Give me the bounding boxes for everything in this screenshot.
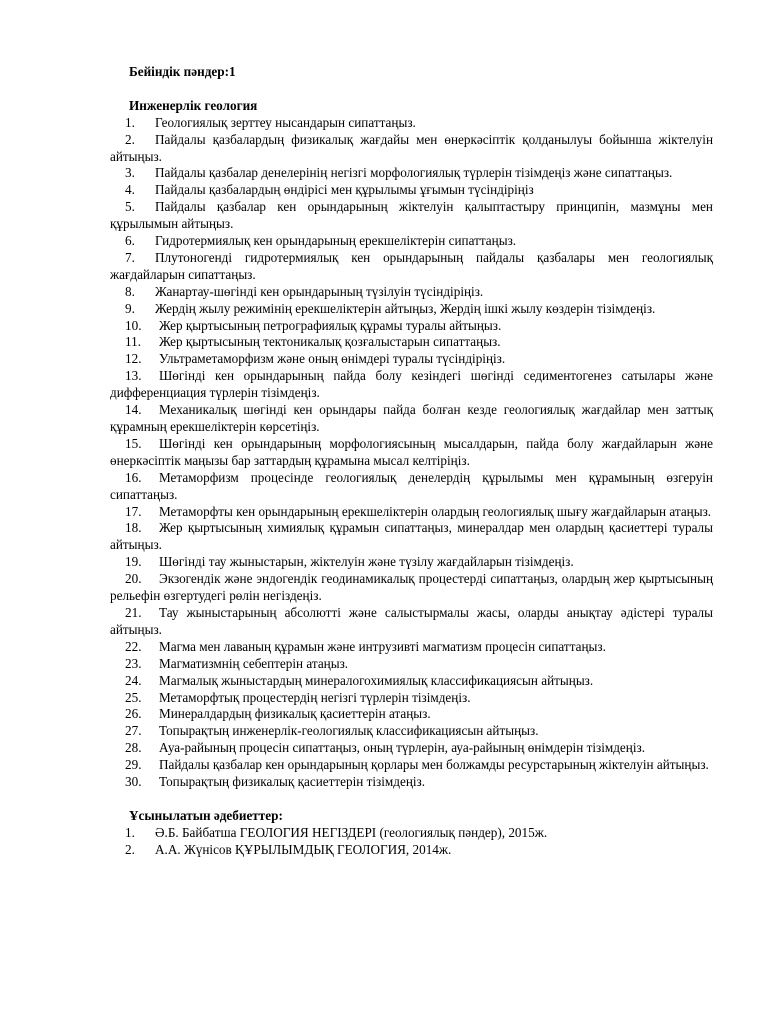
document-page xyxy=(110,64,713,859)
question-item-number: 28. xyxy=(125,740,142,756)
question-item xyxy=(110,656,713,673)
question-item-number: 15. xyxy=(125,435,142,451)
question-item-number: 1. xyxy=(125,114,135,130)
literature-title: Ұсынылатын әдебиеттер: xyxy=(129,807,283,823)
question-item-text: Гидротермиялық кен орындарының ерекшеліктерін сипаттаңыз. xyxy=(155,233,517,249)
question-item xyxy=(110,250,713,284)
question-item-number: 19. xyxy=(125,554,142,570)
question-item-text: Пайдалы қазбалардың физикалық жағдайы мен өнеркәсіптік қолданылуы бойынша жіктелуін айтыңыз. xyxy=(110,131,713,164)
question-item-number: 20. xyxy=(125,571,142,587)
question-item-text: Ауа-райының процесін сипаттаңыз, оның түрлерін, ауа-райының өнімдерін тізімдеңіз. xyxy=(159,740,646,756)
question-item xyxy=(110,520,713,554)
question-item-text: Плутоногенді гидротермиялық кен орындарының пайдалы қазбалары мен геологиялық жағдайларын сипаттаңыз. xyxy=(110,249,713,282)
question-item xyxy=(110,351,713,368)
question-item-number: 25. xyxy=(125,689,142,705)
spacer xyxy=(110,791,713,808)
question-item-text: Пайдалы қазбалардың өндірісі мен құрылымы ұғымын түсіндіріңіз xyxy=(155,182,534,198)
question-item xyxy=(110,639,713,656)
question-item-text: Жер қыртысының тектоникалық қозғалыстарын сипаттаңыз. xyxy=(159,334,501,350)
question-item-text: Магмалық жыныстардың минералогохимиялық классификациясын айтыңыз. xyxy=(159,672,594,688)
question-item xyxy=(110,673,713,690)
question-item-text: Магма мен лаваның құрамын және интрузивті магматизм процесін сипаттаңыз. xyxy=(159,638,606,654)
question-item xyxy=(110,233,713,250)
question-item-text: Жер қыртысының петрографиялық құрамы туралы айтыңыз. xyxy=(159,317,502,333)
question-item-number: 5. xyxy=(125,199,135,215)
profile-title: Бейіндік пәндер:1 xyxy=(129,64,236,79)
question-item-text: Шөгінді кен орындарының пайда болу кезіндегі шөгінді седиментогенез сатылары және дифференциация түрлерін тізімдеңіз. xyxy=(110,368,713,401)
questions-list xyxy=(110,115,713,791)
question-item-number: 8. xyxy=(125,283,135,299)
question-item xyxy=(110,774,713,791)
question-item-text: Магматизмнің себептерін атаңыз. xyxy=(159,655,349,671)
question-item-number: 7. xyxy=(125,249,135,265)
question-item-number: 6. xyxy=(125,233,135,249)
question-item-number: 10. xyxy=(125,317,142,333)
question-item-number: 2. xyxy=(125,131,135,147)
question-item-number: 23. xyxy=(125,655,142,671)
question-item xyxy=(110,571,713,605)
question-item-text: Геологиялық зерттеу нысандарын сипаттаңыз. xyxy=(155,114,416,130)
question-item-number: 27. xyxy=(125,723,142,739)
question-item-text: Пайдалы қазбалар кен орындарының қорлары мен болжамды ресурстарының жіктелуін айтыңыз. xyxy=(159,757,709,773)
section-title: Инженерлік геология xyxy=(129,97,258,113)
question-item xyxy=(110,690,713,707)
question-item-text: Шөгінді тау жыныстарын, жіктелуін және түзілу жағдайларын тізімдеңіз. xyxy=(159,554,574,570)
question-item xyxy=(110,470,713,504)
question-item-number: 14. xyxy=(125,402,142,418)
question-item xyxy=(110,723,713,740)
question-item xyxy=(110,115,713,132)
question-item-number: 26. xyxy=(125,706,142,722)
literature-item xyxy=(110,842,713,859)
question-item xyxy=(110,706,713,723)
question-item-text: Ультраметаморфизм және оның өнімдері туралы түсіндіріңіз. xyxy=(159,351,506,367)
question-item xyxy=(110,402,713,436)
question-item xyxy=(110,504,713,521)
question-item-number: 9. xyxy=(125,300,135,316)
question-item-number: 13. xyxy=(125,368,142,384)
question-item xyxy=(110,199,713,233)
spacer xyxy=(110,81,713,98)
question-item-number: 3. xyxy=(125,165,135,181)
question-item xyxy=(110,334,713,351)
question-item-text: Метаморфты кен орындарының ерекшеліктерін олардың геологиялық шығу жағдайларын атаңыз. xyxy=(159,503,712,519)
literature-item xyxy=(110,825,713,842)
question-item-text: Шөгінді кен орындарының морфологиясының мысалдарын, пайда болу жағдайларын және өнеркәсіптік маңызы бар заттардың құрамына мысал келтіріңіз. xyxy=(110,435,713,468)
question-item-text: Топырақтың физикалық қасиеттерін тізімдеңіз. xyxy=(159,774,426,790)
question-item-number: 30. xyxy=(125,774,142,790)
question-item-number: 4. xyxy=(125,182,135,198)
question-item xyxy=(110,605,713,639)
question-item xyxy=(110,182,713,199)
question-item-text: Жер қыртысының химиялық құрамын сипаттаңыз, минералдар мен олардың қасиеттері туралы айтыңыз. xyxy=(110,520,713,553)
literature-item-number: 2. xyxy=(125,841,135,857)
question-item-text: Минералдардың физикалық қасиеттерін атаңыз. xyxy=(159,706,431,722)
question-item-number: 16. xyxy=(125,469,142,485)
question-item-number: 18. xyxy=(125,520,142,536)
question-item-text: Метаморфтық процестердің негізгі түрлерін тізімдеңіз. xyxy=(159,689,471,705)
question-item xyxy=(110,318,713,335)
question-item xyxy=(110,740,713,757)
question-item-number: 22. xyxy=(125,638,142,654)
question-item-number: 11. xyxy=(125,334,141,350)
question-item xyxy=(110,436,713,470)
literature-item-number: 1. xyxy=(125,824,135,840)
question-item-text: Жердің жылу режимінің ерекшеліктерін айтыңыз, Жердің ішкі жылу көздерін тізімдеңіз. xyxy=(155,300,656,316)
question-item-text: Жанартау-шөгінді кен орындарының түзілуін түсіндіріңіз. xyxy=(155,283,484,299)
question-item-number: 12. xyxy=(125,351,142,367)
question-item xyxy=(110,284,713,301)
question-item-text: Экзогендік және эндогендік геодинамикалық процестерді сипаттаңыз, олардың жер қыртысының рельефін өзгертудегі рөлін негіздеңіз. xyxy=(110,571,713,604)
question-item xyxy=(110,165,713,182)
question-item-text: Пайдалы қазбалар денелерінің негізгі морфологиялық түрлерін тізімдеңіз және сипаттаңыз. xyxy=(155,165,673,181)
question-item xyxy=(110,301,713,318)
question-item-text: Тау жыныстарының абсолютті және салыстырмалы жасы, оларды анықтау әдістері туралы айтыңыз. xyxy=(110,604,713,637)
question-item-number: 29. xyxy=(125,757,142,773)
question-item-text: Метаморфизм процесінде геологиялық денелердің құрылымы мен құрамының өзгеруін сипаттаңыз. xyxy=(110,469,713,502)
literature-list xyxy=(110,825,713,859)
literature-item-text: А.А. Жүнісов ҚҰРЫЛЫМДЫҚ ГЕОЛОГИЯ, 2014ж. xyxy=(155,841,452,857)
question-item-number: 24. xyxy=(125,672,142,688)
literature-item-text: Ә.Б. Байбатша ГЕОЛОГИЯ НЕГІЗДЕРІ (геологиялық пәндер), 2015ж. xyxy=(155,824,548,840)
question-item-number: 21. xyxy=(125,604,142,620)
question-item-text: Механикалық шөгінді кен орындары пайда болған кезде геологиялық жағдайлар мен заттық құрамның ерекшеліктерін көрсетіңіз. xyxy=(110,402,713,435)
question-item xyxy=(110,368,713,402)
question-item-text: Топырақтың инженерлік-геологиялық классификациясын айтыңыз. xyxy=(159,723,539,739)
question-item-number: 17. xyxy=(125,503,142,519)
question-item xyxy=(110,757,713,774)
question-item-text: Пайдалы қазбалар кен орындарының жіктелуін қалыптастыру принципін, мазмұны мен құрылымын айтыңыз. xyxy=(110,199,713,232)
question-item xyxy=(110,132,713,166)
question-item xyxy=(110,554,713,571)
